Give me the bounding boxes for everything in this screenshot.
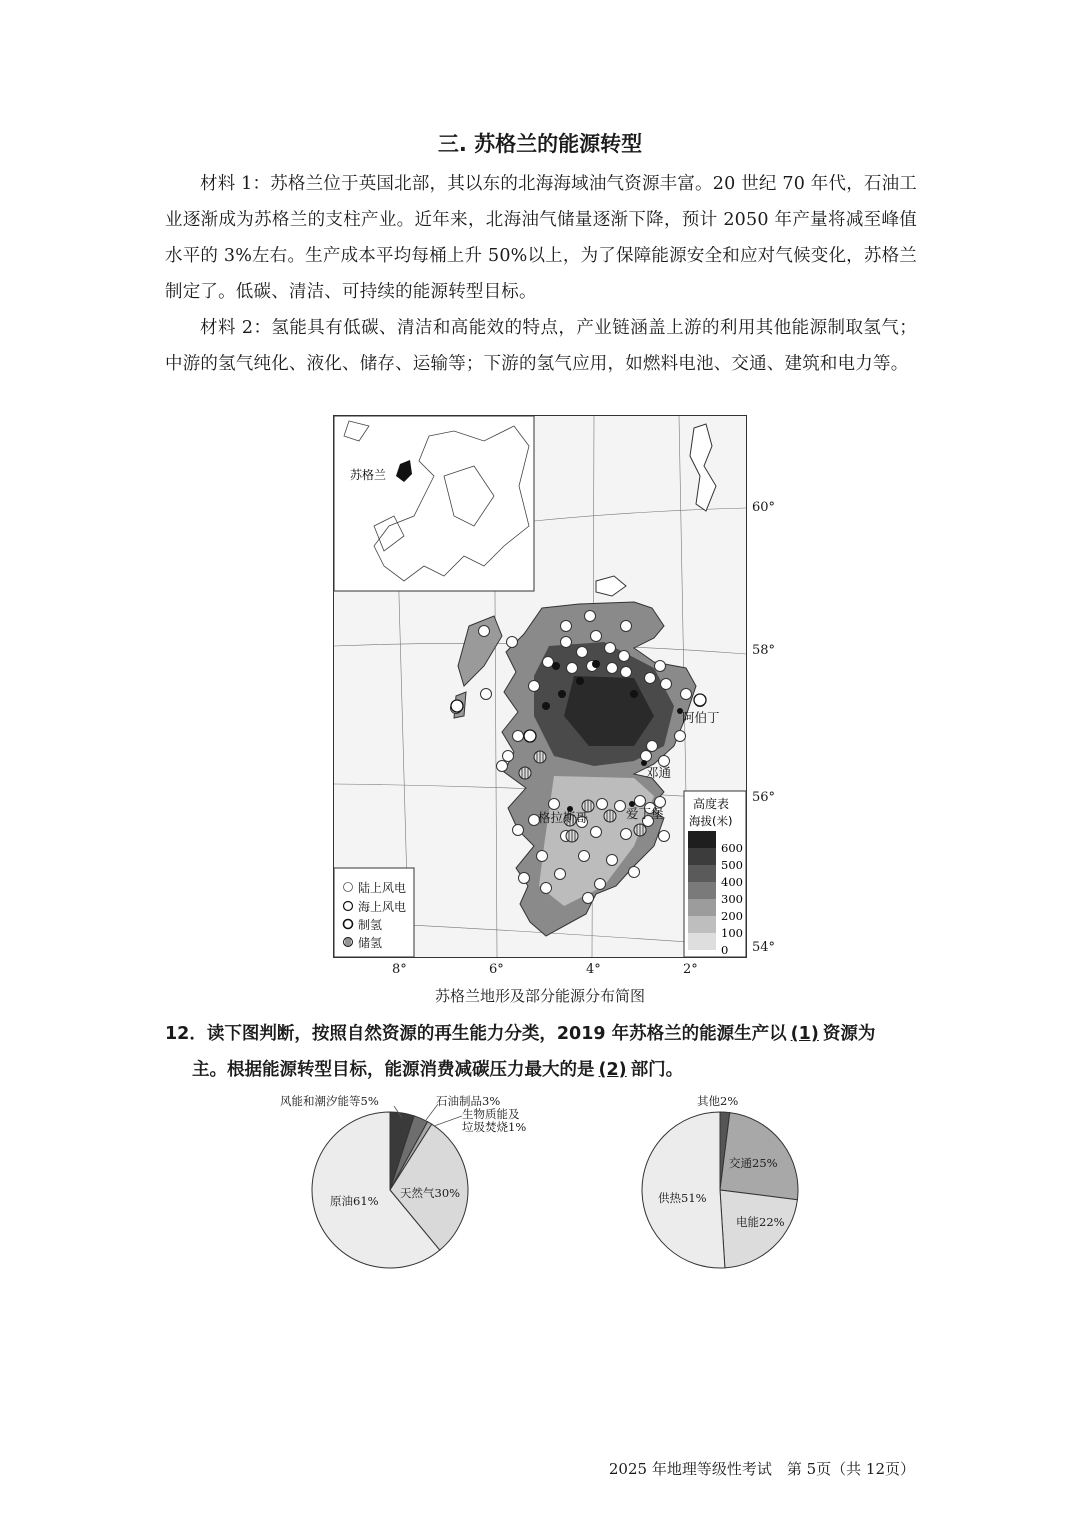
elevation-ramp [688, 831, 716, 950]
inset-label: 苏格兰 [350, 468, 387, 482]
legend-onshore-icon [344, 883, 353, 892]
page-footer: 2025 年地理等级性考试 第 5页（共 12页） [608, 1460, 915, 1478]
city-grangemouth: 邓通 [646, 765, 672, 780]
pie1-label-biomass: 生物质能及垃圾焚烧1% [462, 1107, 527, 1134]
city-glasgow: 格拉斯哥 [538, 810, 589, 825]
elev-tick-500: 500 [721, 858, 743, 872]
answer-blank-1[interactable]: (1) [790, 1024, 819, 1044]
pie1-label-wind: 风能和潮汐能等5% [280, 1094, 379, 1108]
elev-tick-400: 400 [721, 875, 743, 889]
pie2-label-transport: 交通25% [729, 1156, 778, 1170]
lon-label-8: 8° [392, 962, 407, 977]
pie-chart-consumption [630, 1100, 810, 1280]
pie1-leader-lines [380, 1100, 580, 1140]
legend-offshore: 海上风电 [358, 900, 407, 914]
pie1-label-crude: 原油61% [330, 1194, 379, 1208]
inset-frame [334, 416, 534, 591]
legend-onshore: 陆上风电 [358, 881, 407, 895]
lon-label-6: 6° [489, 962, 504, 977]
lat-label-58: 58° [752, 643, 776, 658]
legend-hydrogen-production-icon [344, 920, 353, 929]
map-svg [334, 416, 746, 957]
map-caption: 苏格兰地形及部分能源分布简图 [434, 987, 645, 1005]
lon-label-4: 4° [586, 962, 601, 977]
city-aberdeen: 阿伯丁 [682, 710, 720, 725]
question-text-b: 资源为 [822, 1024, 876, 1044]
legend-hydrogen-storage: 储氢 [358, 936, 383, 950]
pie2-label-electric: 电能22% [736, 1215, 785, 1229]
scotland-map [333, 415, 747, 958]
answer-blank-2[interactable]: (2) [598, 1060, 627, 1080]
lat-label-54: 54° [752, 940, 776, 955]
orkney-islands [596, 576, 626, 596]
lat-label-56: 56° [752, 790, 776, 805]
legend-offshore-icon [344, 902, 353, 911]
section-title: 三. 苏格兰的能源转型 [437, 132, 643, 156]
elev-tick-200: 200 [721, 909, 743, 923]
question-text-a: 读下图判断，按照自然资源的再生能力分类，2019 年苏格兰的能源生产以 [206, 1024, 787, 1044]
lon-label-2: 2° [683, 962, 698, 977]
pie2-label-other: 其他2% [697, 1094, 739, 1108]
material-1: 材料 1：苏格兰位于英国北部，其以东的北海海域油气资源丰富。20 世纪 70 年代，石油工业逐渐成为苏格兰的支柱产业。近年来，北海油气储量逐渐下降，预计 2050 年产量将减至峰值水平的 3%左右。生产成本平均每桶上升 50%以上，为了保障能源安全和应对气候变化，苏格兰制定了。低碳、清洁、可持续的能源转型目标。 [165, 174, 917, 302]
elev-tick-300: 300 [721, 892, 743, 906]
material-2: 材料 2：氢能具有低碳、清洁和高能效的特点，产业链涵盖上游的利用其他能源制取氢气；中游的氢气纯化、液化、储存、运输等；下游的氢气应用，如燃料电池、交通、建筑和电力等。 [165, 318, 917, 374]
pie2-label-heating: 供热51% [658, 1191, 707, 1205]
question-12 [165, 1016, 917, 1088]
elevation-title: 高度表 [693, 797, 730, 811]
elev-tick-0: 0 [721, 943, 729, 957]
question-number: 12． [165, 1024, 207, 1044]
elevation-subtitle: 海拔(米) [689, 814, 733, 828]
legend-hydrogen-production: 制氢 [358, 918, 383, 932]
lat-label-60: 60° [752, 500, 776, 515]
elev-tick-600: 600 [721, 841, 743, 855]
shetland-islands [690, 424, 716, 511]
pie1-label-oil-products: 石油制品3% [436, 1094, 501, 1108]
city-edinburgh: 爱丁堡 [626, 806, 664, 821]
parallel-60 [534, 508, 746, 521]
pie1-label-gas: 天然气30% [400, 1186, 461, 1200]
question-text-c: 主。根据能源转型目标，能源消费减碳压力最大的是 [192, 1060, 595, 1080]
question-text-d: 部门。 [630, 1060, 684, 1080]
elev-tick-100: 100 [721, 926, 743, 940]
